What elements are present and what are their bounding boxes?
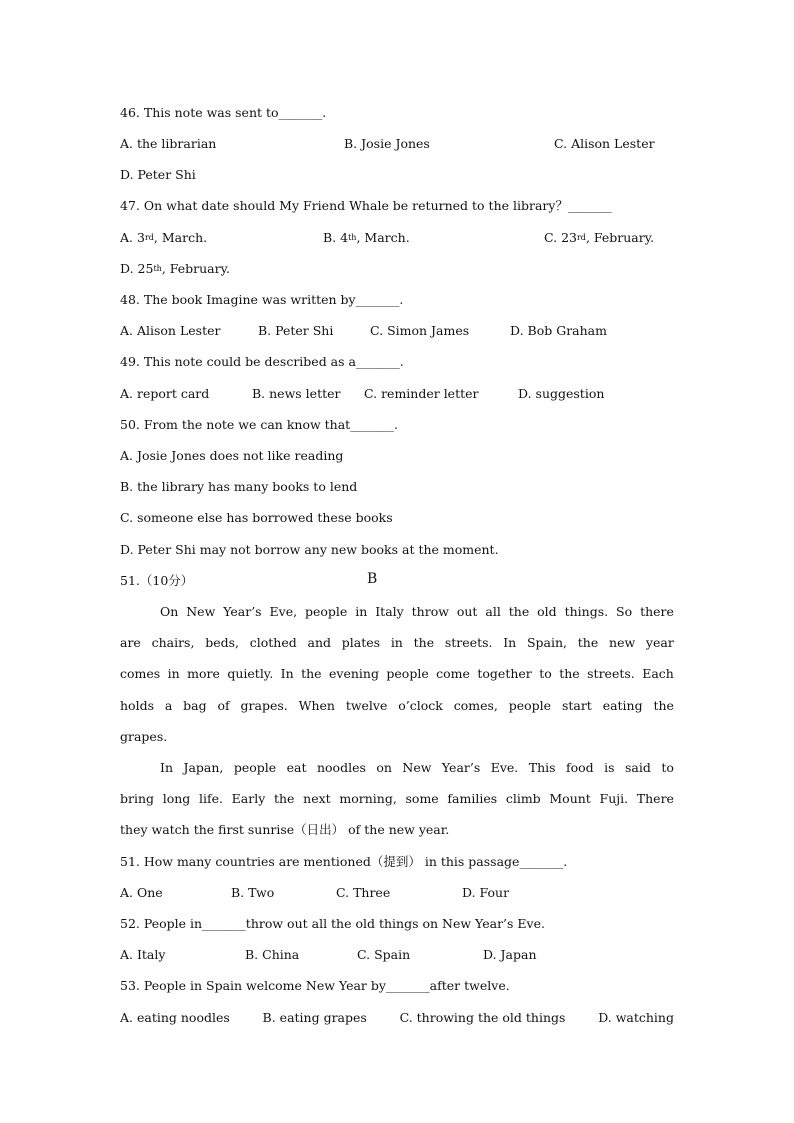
section-number: 51.（10分） bbox=[120, 573, 194, 588]
option-b: B. eating grapes bbox=[262, 1010, 367, 1025]
option-a: A. eating noodles bbox=[120, 1010, 230, 1025]
passage-p2-line-1: In Japan, people eat noodles on New Year’s Eve. This food is said to bbox=[160, 760, 674, 775]
passage-p1-line-2: are chairs, beds, clothed and plates in the streets. In Spain, the new year bbox=[120, 635, 674, 650]
option-c: C. reminder letter bbox=[364, 386, 479, 401]
question-46-options bbox=[120, 136, 674, 152]
option-d: D. Japan bbox=[483, 947, 537, 962]
option-c: C. Three bbox=[336, 885, 391, 900]
passage-p1-line-1: On New Year’s Eve, people in Italy throw out all the old things. So there bbox=[160, 604, 674, 619]
option-d: D. Peter Shi may not borrow any new books at the moment. bbox=[120, 542, 499, 557]
passage-p2-line-2: bring long life. Early the next morning, some families climb Mount Fuji. There bbox=[120, 791, 674, 806]
question-49-options bbox=[120, 386, 674, 402]
passage-p2-line-3: they watch the first sunrise（日出） of the new year. bbox=[120, 822, 450, 837]
question-52-options bbox=[120, 947, 674, 963]
passage-p1-line-4: holds a bag of grapes. When twelve o’clock comes, people start eating the bbox=[120, 698, 674, 713]
question-47-stem: 47. On what date should My Friend Whale be returned to the library？_______ bbox=[120, 198, 612, 213]
option-b: B. news letter bbox=[252, 386, 341, 401]
option-a: A. Alison Lester bbox=[120, 323, 221, 338]
option-d: D. suggestion bbox=[518, 386, 605, 401]
option-d: D. watching bbox=[598, 1010, 674, 1025]
question-48-options bbox=[120, 323, 674, 339]
question-53-options bbox=[120, 1010, 674, 1026]
option-b: B. Josie Jones bbox=[344, 136, 430, 151]
option-a: A. Josie Jones does not like reading bbox=[120, 448, 344, 463]
option-a: A. the librarian bbox=[120, 136, 217, 151]
option-d: D. Bob Graham bbox=[510, 323, 607, 338]
option-c: C. Simon James bbox=[370, 323, 470, 338]
option-c: C. someone else has borrowed these books bbox=[120, 510, 393, 525]
option-a: A. Italy bbox=[120, 947, 166, 962]
question-49-stem: 49. This note could be described as a_______. bbox=[120, 354, 404, 369]
section-label: B bbox=[367, 571, 378, 587]
option-b: B. Peter Shi bbox=[258, 323, 334, 338]
option-c: C. Spain bbox=[357, 947, 411, 962]
option-a: A. report card bbox=[120, 386, 210, 401]
question-51-options bbox=[120, 885, 674, 901]
option-d: D. Peter Shi bbox=[120, 167, 196, 182]
question-46-stem: 46. This note was sent to_______. bbox=[120, 105, 327, 120]
question-51-stem: 51. How many countries are mentioned（提到） in this passage_______. bbox=[120, 854, 568, 869]
option-b: B. Two bbox=[231, 885, 275, 900]
option-c: C. Alison Lester bbox=[554, 136, 655, 151]
option-c: C. 23rd, February. bbox=[544, 230, 655, 245]
option-a: A. One bbox=[120, 885, 163, 900]
question-53-stem: 53. People in Spain welcome New Year by_______after twelve. bbox=[120, 978, 510, 993]
option-b: B. the library has many books to lend bbox=[120, 479, 358, 494]
option-c: C. throwing the old things bbox=[399, 1010, 566, 1025]
option-d: D. Four bbox=[462, 885, 510, 900]
passage-p1-line-5: grapes. bbox=[120, 729, 168, 744]
option-d: D. 25th, February. bbox=[120, 261, 230, 276]
question-52-stem: 52. People in_______throw out all the old things on New Year’s Eve. bbox=[120, 916, 545, 931]
question-47-options bbox=[120, 230, 674, 246]
option-b: B. 4th, March. bbox=[323, 230, 410, 245]
option-a: A. 3rd, March. bbox=[120, 230, 208, 245]
passage-p1-line-3: comes in more quietly. In the evening people come together to the streets. Each bbox=[120, 666, 674, 681]
option-b: B. China bbox=[245, 947, 300, 962]
question-48-stem: 48. The book Imagine was written by_______. bbox=[120, 292, 404, 307]
question-50-stem: 50. From the note we can know that_______. bbox=[120, 417, 398, 432]
